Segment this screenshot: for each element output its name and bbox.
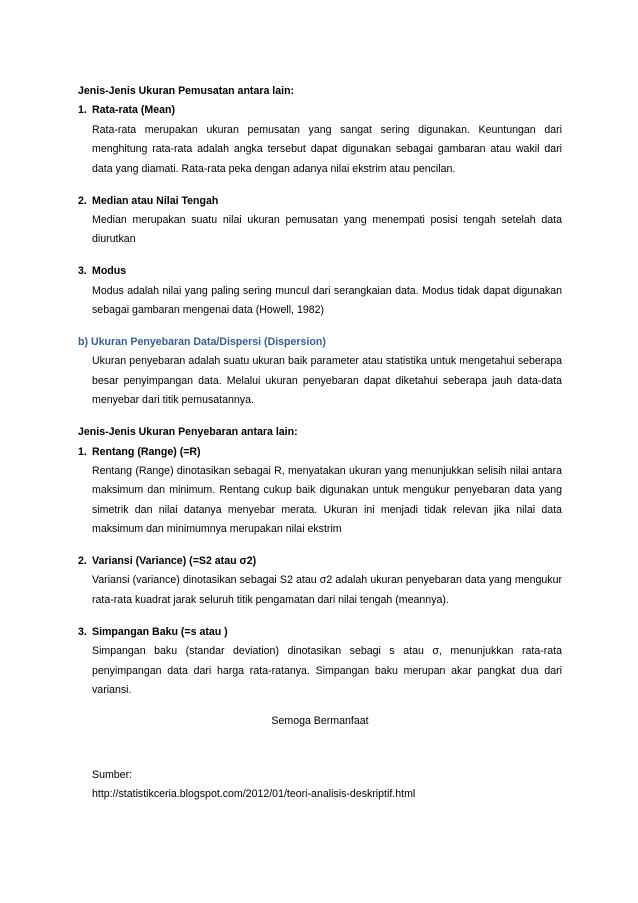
item-title: Modus (92, 265, 127, 278)
item-title: Rentang (Range) (=R) (92, 445, 201, 458)
list-item-modus (78, 262, 562, 320)
item-number: 1. (78, 445, 87, 458)
closing-text: Semoga Bermanfaat (271, 715, 369, 728)
item-body: Median merupakan suatu nilai ukuran pemusatan yang menempati posisi tengah setelah data diurutkan (92, 213, 562, 246)
heading-pemusatan: Jenis-Jenis Ukuran Pemusatan antara lain: (78, 85, 295, 97)
item-number: 1. (78, 104, 87, 117)
item-number: 2. (78, 555, 87, 568)
heading-penyebaran: Jenis-Jenis Ukuran Penyebaran antara lain: (78, 426, 298, 439)
item-number: 3. (78, 625, 87, 638)
document-body (78, 82, 562, 805)
item-body: Rata-rata merupakan ukuran pemusatan yang sangat sering digunakan. Keuntungan dari menghitung rata-rata adalah angka tersebut dapat digunakan sebagai gambaran atau wakil dari data yang diamati. Rata-rata peka dengan adanya nilai ekstrim atau pencilan. (92, 123, 562, 175)
section-b (78, 333, 562, 411)
item-title: Median atau Nilai Tengah (92, 194, 219, 207)
item-number: 2. (78, 194, 87, 207)
item-body: Simpangan baku (standar deviation) dinotasikan sebagi s atau σ, menunjukkan rata-rata penyimpangan data dari harga rata-ratanya. Simpangan baku merupan akar pangkat dua dari variansi. (92, 645, 562, 696)
item-title: Simpangan Baku (=s atau ) (92, 625, 228, 638)
item-body: Rentang (Range) dinotasikan sebagai R, menyatakan ukuran yang menunjukkan selisih nilai antara maksimum dan minimum. Rentang cukup baik digunakan untuk mengukur penyebaran data yang simetrik dan nilai datanya menyebar merata. Ukuran ini menjadi tidak relevan jika nilai data maksimum dan minimumnya merupakan nilai ekstrim (92, 464, 562, 536)
item-body: Variansi (variance) dinotasikan sebagai S2 atau σ2 adalah ukuran penyebaran data yang mengukur rata-rata kuadrat jarak seluruh titik pengamatan dari nilai tengah (meannya). (92, 574, 562, 606)
item-number: 3. (78, 265, 87, 278)
item-body: Modus adalah nilai yang paling sering muncul dari serangkaian data. Modus tidak dapat digunakan sebagai gambaran mengenai data (Howell, 1982) (92, 284, 562, 317)
section-b-body: Ukuran penyebaran adalah suatu ukuran baik parameter atau statistika untuk mengetahui seberapa besar penyimpangan data. Melalui ukuran penyebaran dapat diketahui seberapa jauh data-data menyebar dari titik pemusatannya. (92, 355, 562, 407)
source-url: http://statistikceria.blogspot.com/2012/01/teori-analisis-deskriptif.html (92, 788, 416, 801)
list-item-rentang (78, 443, 562, 540)
list-item-variansi (78, 552, 562, 610)
section-b-title: b) Ukuran Penyebaran Data/Dispersi (Dispersion) (78, 335, 326, 348)
item-title: Variansi (Variance) (=S2 atau σ2) (92, 555, 257, 568)
list-item-median (78, 192, 562, 250)
list-item-mean (78, 101, 562, 179)
list-item-simpangan (78, 623, 562, 701)
source-label: Sumber: (92, 768, 133, 781)
item-title: Rata-rata (Mean) (92, 104, 176, 117)
